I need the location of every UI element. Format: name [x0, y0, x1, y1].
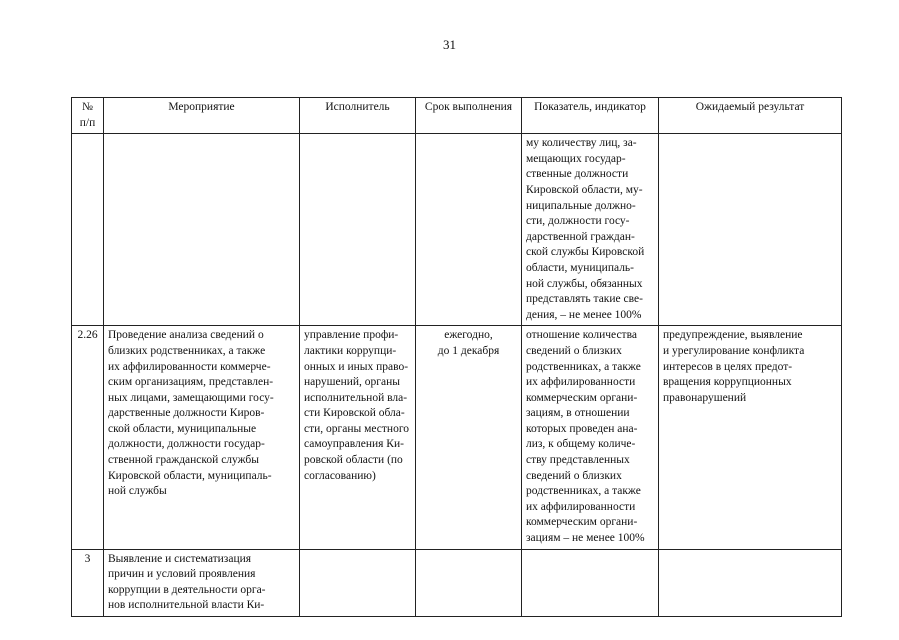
cell-line: исполнительной вла- — [304, 391, 408, 404]
header-indicator: Показатель, индикатор — [522, 98, 659, 134]
cell-line: нарушений, органы — [304, 376, 400, 389]
cell-num: 2.26 — [72, 326, 104, 549]
cell-line: дарственной граждан- — [526, 230, 635, 243]
cell-line: их аффилированности — [526, 500, 636, 513]
cell-line: Кировской области, муниципаль- — [108, 469, 272, 482]
cell-line: должности, должности государ- — [108, 438, 265, 451]
cell-line: лиз, к общему количе- — [526, 438, 636, 451]
cell-line: до 1 декабря — [437, 344, 500, 357]
cell-line: предупреждение, выявление — [663, 329, 803, 342]
header-num: № п/п — [72, 98, 104, 134]
cell-line: зациям, в отношении — [526, 407, 630, 420]
cell-executor — [300, 134, 416, 326]
cell-line: самоуправления Ки- — [304, 438, 404, 451]
cell-line: лактики коррупци- — [304, 344, 397, 357]
cell-indicator — [522, 134, 659, 326]
cell-line: вращения коррупционных — [663, 376, 792, 389]
cell-executor — [300, 326, 416, 549]
cell-activity — [104, 134, 300, 326]
cell-line: правонарушений — [663, 391, 747, 404]
cell-line: онных и иных право- — [304, 360, 409, 373]
cell-deadline — [416, 134, 522, 326]
cell-line: коммерческим органи- — [526, 391, 638, 404]
cell-activity — [104, 549, 300, 616]
table-header-row — [72, 98, 842, 134]
cell-line: ниципальные должно- — [526, 199, 636, 212]
cell-line: согласованию) — [304, 469, 376, 482]
cell-executor — [300, 549, 416, 616]
header-deadline: Срок выполнения — [416, 98, 522, 134]
cell-line: их аффилированности коммерче- — [108, 360, 271, 373]
cell-line: дарственные должности Киров- — [108, 407, 265, 420]
cell-line: ственные должности — [526, 168, 629, 181]
cell-line: коррупции в деятельности орга- — [108, 583, 266, 596]
cell-line: ровской области (по — [304, 454, 403, 467]
cell-line: представлять такие све- — [526, 293, 643, 306]
cell-result — [659, 549, 842, 616]
cell-line: и урегулирование конфликта — [663, 344, 805, 357]
table-row — [72, 326, 842, 549]
table-row — [72, 134, 842, 326]
cell-deadline — [416, 549, 522, 616]
cell-num — [72, 134, 104, 326]
cell-line: отношение количества — [526, 329, 637, 342]
cell-line: родственниках, а также — [526, 485, 641, 498]
cell-line: ской области, муниципальные — [108, 422, 257, 435]
cell-line: ной службы, обязанных — [526, 277, 643, 290]
cell-result — [659, 326, 842, 549]
header-activity: Мероприятие — [104, 98, 300, 134]
cell-line: сти, органы местного — [304, 422, 409, 435]
cell-line: причин и условий проявления — [108, 568, 256, 581]
page-number: 31 — [443, 37, 456, 52]
header-result: Ожидаемый результат — [659, 98, 842, 134]
cell-num: 3 — [72, 549, 104, 616]
cell-line: сти, должности госу- — [526, 215, 630, 228]
cell-line: ственной гражданской службы — [108, 454, 260, 467]
cell-line: ных лицами, замещающими госу- — [108, 391, 274, 404]
cell-line: сведений о близких — [526, 469, 622, 482]
header-executor: Исполнитель — [300, 98, 416, 134]
cell-line: ству представленных — [526, 454, 630, 467]
cell-line: ной службы — [108, 485, 167, 498]
cell-indicator — [522, 549, 659, 616]
cell-result — [659, 134, 842, 326]
cell-line: коммерческим органи- — [526, 516, 638, 529]
cell-line: му количеству лиц, за- — [526, 137, 637, 150]
cell-line: близких родственниках, а также — [108, 344, 266, 357]
cell-line: ским организациям, представлен- — [108, 376, 274, 389]
measures-table — [71, 97, 842, 617]
cell-activity — [104, 326, 300, 549]
cell-deadline — [416, 326, 522, 549]
cell-line: области, муниципаль- — [526, 261, 635, 274]
cell-line: мещающих государ- — [526, 152, 626, 165]
table-row — [72, 549, 842, 616]
cell-indicator — [522, 326, 659, 549]
cell-line: сведений о близких — [526, 344, 622, 357]
cell-line: интересов в целях предот- — [663, 360, 793, 373]
cell-line: управление профи- — [304, 329, 399, 342]
cell-line: их аффилированности — [526, 376, 636, 389]
cell-line: которых проведен ана- — [526, 422, 638, 435]
cell-line: зациям – не менее 100% — [526, 532, 645, 545]
cell-line: Выявление и систематизация — [108, 552, 252, 565]
cell-line: родственниках, а также — [526, 360, 641, 373]
cell-line: Проведение анализа сведений о — [108, 329, 264, 342]
cell-line: дения, – не менее 100% — [526, 308, 642, 321]
cell-line: ской службы Кировской — [526, 246, 645, 259]
cell-line: нов исполнительной власти Ки- — [108, 599, 265, 612]
cell-line: Кировской области, му- — [526, 183, 643, 196]
cell-line: сти Кировской обла- — [304, 407, 405, 420]
cell-line: ежегодно, — [444, 329, 493, 342]
